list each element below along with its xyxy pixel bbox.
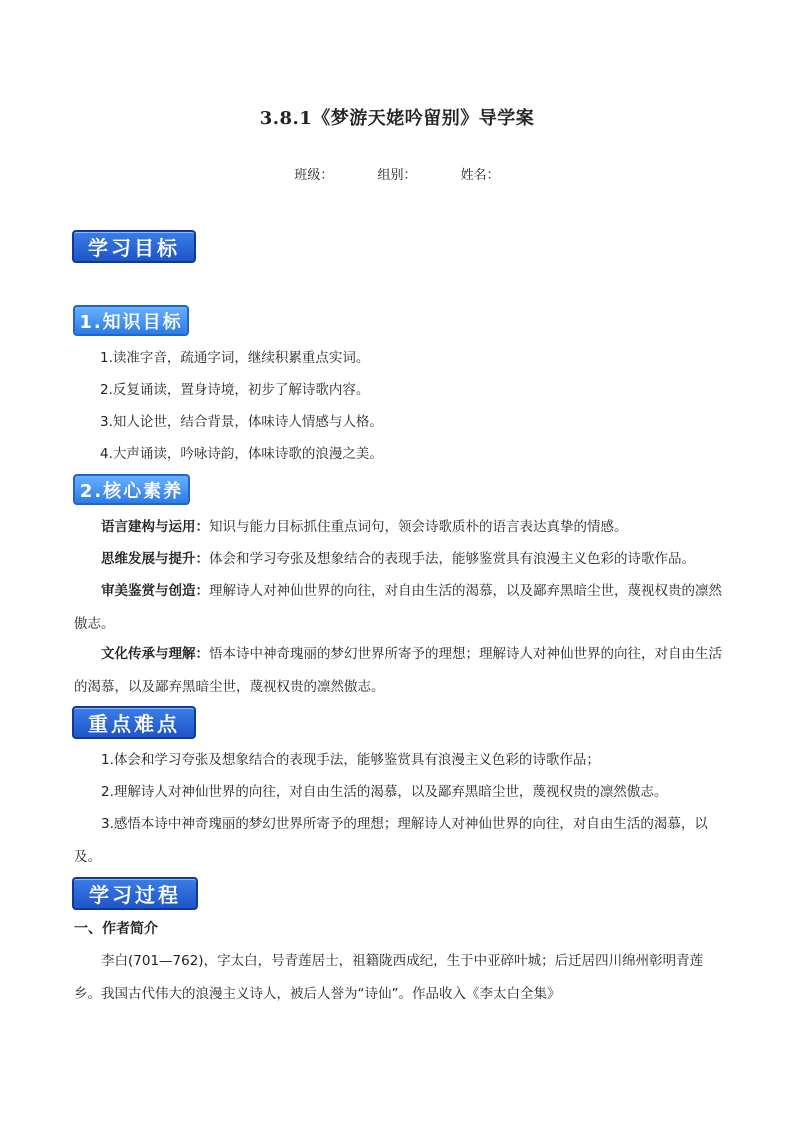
core-item-2-text: 体会和学习夸张及想象结合的表现手法，能够鉴赏具有浪漫主义色彩的诗歌作品。 xyxy=(209,551,695,567)
core-item-4 xyxy=(74,638,724,704)
knowledge-item-3: 3.知人论世，结合背景，体味诗人情感与人格。 xyxy=(100,414,383,430)
key-item-1: 1.体会和学习夸张及想象结合的表现手法，能够鉴赏具有浪漫主义色彩的诗歌作品； xyxy=(101,752,600,768)
knowledge-item-1: 1.读准字音，疏通字词，继续积累重点实词。 xyxy=(100,350,370,366)
name-label: 姓名： xyxy=(460,168,500,183)
knowledge-item-4: 4.大声诵读，吟咏诗韵，体味诗歌的浪漫之美。 xyxy=(100,446,383,462)
objectives-section-badge: 学习目标 xyxy=(72,230,196,263)
student-info-line xyxy=(0,164,794,183)
core-item-2 xyxy=(74,543,724,576)
core-item-3-text: 理解诗人对神仙世界的向往，对自由生活的渴慕，以及鄙弃黑暗尘世，蔑视权贵的凛然傲志。 xyxy=(74,583,722,632)
key-points-section-badge: 重点难点 xyxy=(72,706,196,739)
group-label: 组别： xyxy=(377,168,417,183)
core-item-1-label: 语言建构与运用： xyxy=(101,519,209,535)
page-title: 3.8.1《梦游天姥吟留别》导学案 xyxy=(259,108,535,129)
knowledge-item-2: 2.反复诵读，置身诗境，初步了解诗歌内容。 xyxy=(100,382,370,398)
core-item-4-text: 悟本诗中神奇瑰丽的梦幻世界所寄予的理想；理解诗人对神仙世界的向往，对自由生活的渴慕，以及鄙弃黑暗尘世，蔑视权贵的凛然傲志。 xyxy=(74,646,722,695)
core-item-4-label: 文化传承与理解： xyxy=(101,646,209,662)
core-item-3 xyxy=(74,575,724,641)
author-intro-paragraph: 李白(701—762)，字太白，号青莲居士，祖籍陇西成纪，生于中亚碎叶城；后迁居四川绵州彰明青莲乡。我国古代伟大的浪漫主义诗人，被后人誉为“诗仙”。作品收入《李太白全集》 xyxy=(74,953,704,1002)
class-label: 班级： xyxy=(294,168,334,183)
core-item-1 xyxy=(74,511,724,544)
knowledge-goals-badge: 1.知识目标 xyxy=(73,305,189,336)
core-item-2-label: 思维发展与提升： xyxy=(101,551,209,567)
process-section-badge: 学习过程 xyxy=(72,877,198,910)
key-item-2: 2.理解诗人对神仙世界的向往，对自由生活的渴慕，以及鄙弃黑暗尘世，蔑视权贵的凛然傲志。 xyxy=(101,784,668,800)
key-item-3: 3.感悟本诗中神奇瑰丽的梦幻世界所寄予的理想；理解诗人对神仙世界的向往，对自由生活的渴慕，以及。 xyxy=(74,816,708,865)
core-item-1-text: 知识与能力目标抓住重点词句，领会诗歌质朴的语言表达真挚的情感。 xyxy=(209,519,628,535)
core-item-3-label: 审美鉴赏与创造： xyxy=(101,583,209,599)
core-literacy-badge: 2.核心素养 xyxy=(73,474,190,505)
author-heading: 一、作者简介 xyxy=(74,921,158,937)
